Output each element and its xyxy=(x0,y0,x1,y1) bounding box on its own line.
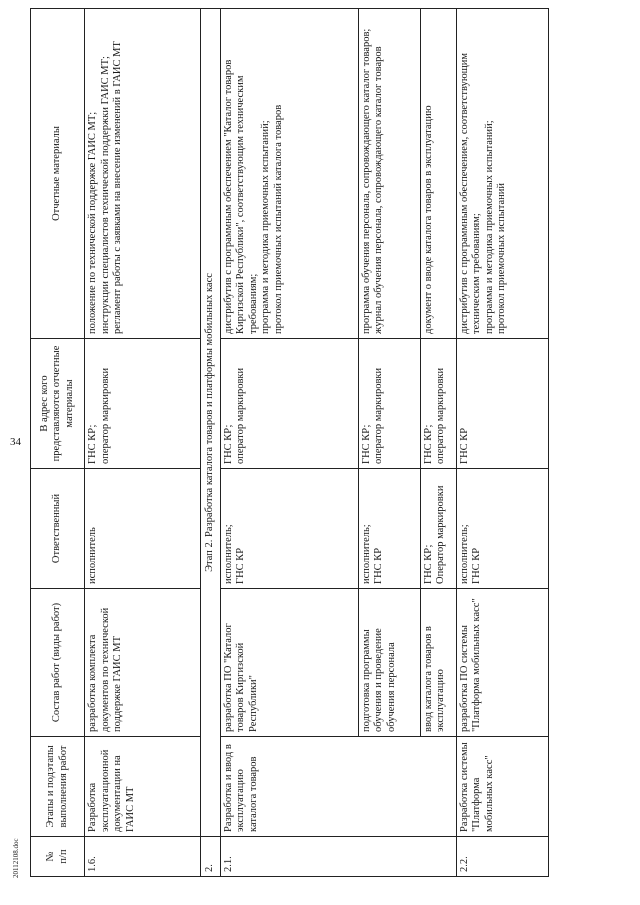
table-row xyxy=(220,9,358,877)
row-stage: Разработка эксплуатационной документации на ГАИС МТ xyxy=(85,737,201,837)
stage-title: Этап 2. Разработка каталога товаров и платформы мобильных касс xyxy=(201,9,221,837)
row-recipient: ГНС КР xyxy=(456,339,548,469)
row-recipient: ГНС КР; оператор маркировки xyxy=(420,339,456,469)
row-number: 2.1. xyxy=(220,837,456,877)
row-responsible: исполнитель; ГНС КР xyxy=(220,469,358,589)
row-materials: дистрибутив с программным обеспечением "Каталог товаров Киргизской Республики", соответствующим техническим требованиям; программа и методика приемочных испытаний; протокол приемочных испытаний каталога товаров xyxy=(220,9,358,339)
header-stages: Этапы и подэтапы выполнения работ xyxy=(31,737,85,837)
stage-title-row xyxy=(201,9,221,877)
work-plan-table xyxy=(30,8,549,877)
row-work: разработка комплекта документов по технической поддержке ГАИС МТ xyxy=(85,589,201,737)
page-number: 34 xyxy=(10,436,21,448)
row-responsible: ГНС КР; Оператор маркировки xyxy=(420,469,456,589)
header-responsible: Ответственный xyxy=(31,469,85,589)
row-materials: программа обучения персонала, сопровождающего каталог товаров; журнал обучения персонала, сопровождающего каталог товаров xyxy=(358,9,420,339)
row-work: разработка ПО "Каталог товаров Киргизской Республики" xyxy=(220,589,358,737)
table-row xyxy=(85,9,201,877)
row-stage: Разработка и ввод в эксплуатацию каталога товаров xyxy=(220,737,456,837)
header-num: № п/п xyxy=(31,837,85,877)
header-row xyxy=(31,9,85,877)
row-stage: Разработка системы "Платформа мобильных касс" xyxy=(456,737,548,837)
row-materials: документ о вводе каталога товаров в эксплуатацию xyxy=(420,9,456,339)
header-materials: Отчетные материалы xyxy=(31,9,85,339)
row-recipient: ГНС КР; оператор маркировки xyxy=(220,339,358,469)
row-number: 1.6. xyxy=(85,837,201,877)
row-recipient: ГНС КР; оператор маркировки xyxy=(358,339,420,469)
table-row xyxy=(456,9,548,877)
row-responsible: исполнитель; ГНС КР xyxy=(456,469,548,589)
row-recipient: ГНС КР; оператор маркировки xyxy=(85,339,201,469)
header-works: Состав работ (виды работ) xyxy=(31,589,85,737)
footer-filename: 20112108.doc xyxy=(12,838,20,878)
row-work: разработка ПО системы "Платформа мобильных касс" xyxy=(456,589,548,737)
row-materials: дистрибутив с программным обеспечением, соответствующим техническим требованиям; программа и методика приемочных испытаний; протокол приемочных испытаний xyxy=(456,9,548,339)
row-number: 2.2. xyxy=(456,837,548,877)
row-responsible: исполнитель; ГНС КР xyxy=(358,469,420,589)
row-work: подготовка программы обучения и проведение обучения персонала xyxy=(358,589,420,737)
row-materials: положение по технической поддержке ГАИС МТ; инструкции специалистов технической поддержки ГАИС МТ; регламент работы с заявками на внесение изменений в ГАИС МТ xyxy=(85,9,201,339)
header-recipient: В адрес кого представляются отчетные материалы xyxy=(31,339,85,469)
row-work: ввод каталога товаров в эксплуатацию xyxy=(420,589,456,737)
stage-number: 2. xyxy=(201,837,221,877)
row-responsible: исполнитель xyxy=(85,469,201,589)
